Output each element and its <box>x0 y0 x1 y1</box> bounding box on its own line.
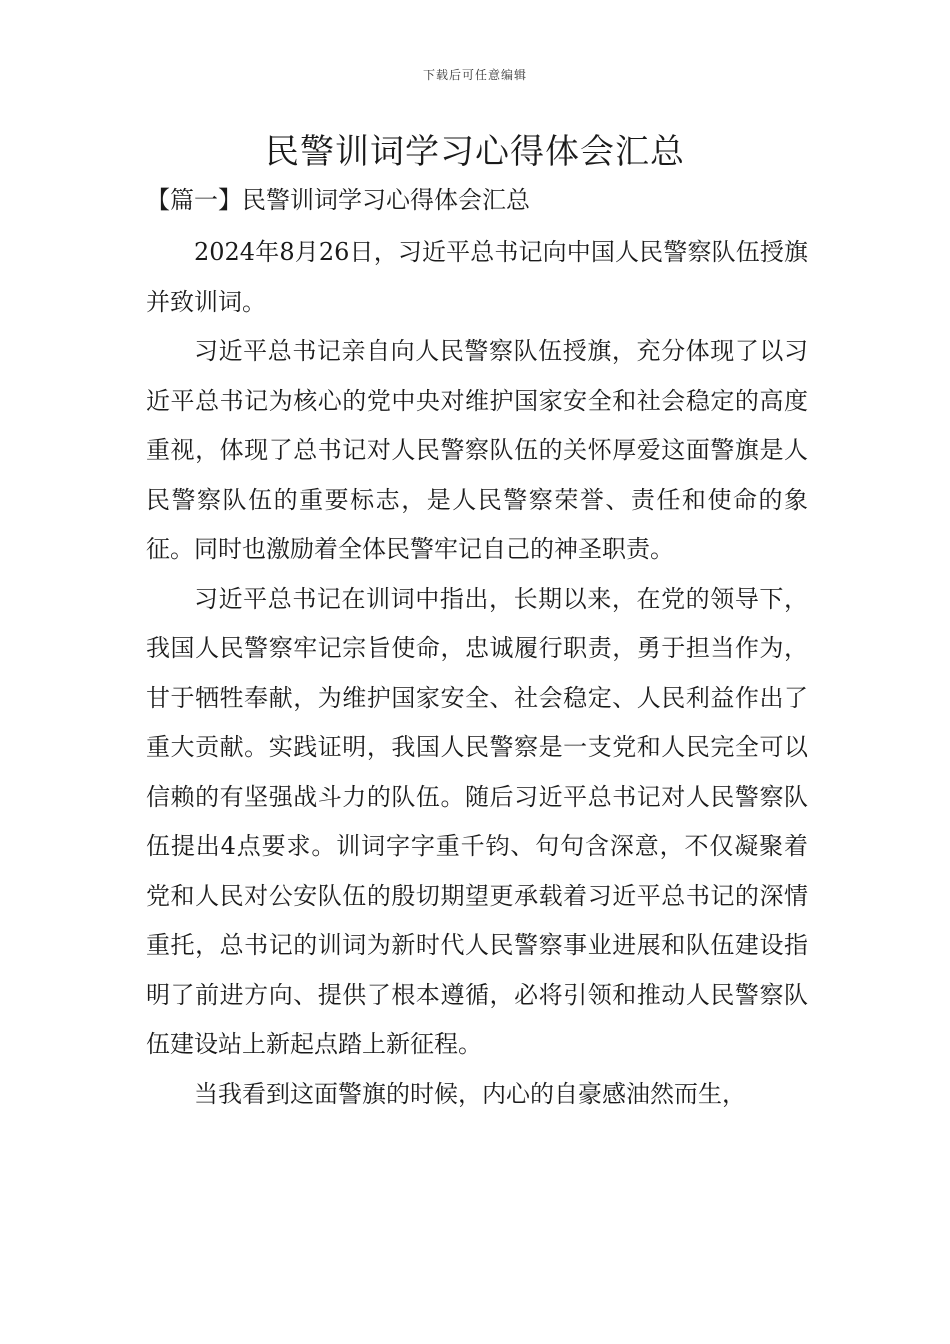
paragraph: 习近平总书记在训词中指出，长期以来，在党的领导下，我国人民警察牢记宗旨使命，忠诚履行职责，勇于担当作为，甘于牺牲奉献，为维护国家安全、社会稳定、人民利益作出了重大贡献。实践证明，我国人民警察是一支党和人民完全可以信赖的有坚强战斗力的队伍。随后习近平总书记对人民警察队伍提出4点要求。训词字字重千钧、句句含深意，不仅凝聚着党和人民对公安队伍的殷切期望更承载着习近平总书记的深情重托，总书记的训词为新时代人民警察事业进展和队伍建设指明了前进方向、提供了根本遵循，必将引领和推动人民警察队伍建设站上新起点踏上新征程。 <box>146 584 808 1058</box>
paragraph: 习近平总书记亲自向人民警察队伍授旗，充分体现了以习近平总书记为核心的党中央对维护国家安全和社会稳定的高度重视，体现了总书记对人民警察队伍的关怀厚爱这面警旗是人民警察队伍的重要标志，是人民警察荣誉、责任和使命的象征。同时也激励着全体民警牢记自己的神圣职责。 <box>146 337 808 563</box>
paragraph: 当我看到这面警旗的时候，内心的自豪感油然而生， <box>194 1079 746 1108</box>
header-note: 下载后可任意编辑 <box>422 68 527 82</box>
section-heading: 【篇一】民警训词学习心得体会汇总 <box>146 186 530 214</box>
paragraph: 2024年8月26日，习近平总书记向中国人民警察队伍授旗并致训词。 <box>146 238 808 316</box>
document-title: 民警训词学习心得体会汇总 <box>265 132 685 172</box>
document-body <box>146 228 808 1119</box>
